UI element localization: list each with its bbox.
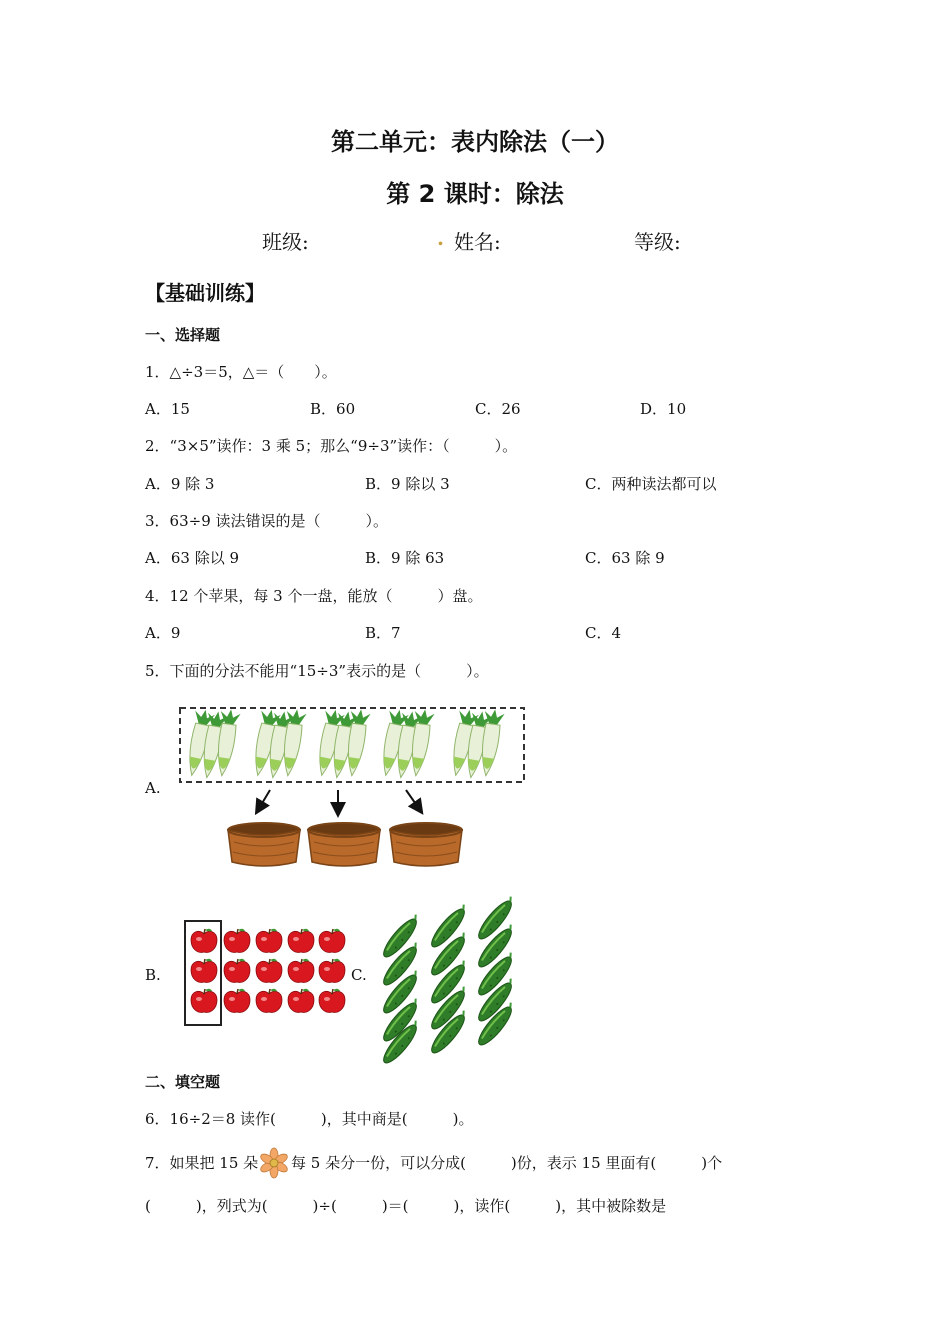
question-1: 1．△÷3＝5，△＝（ ）。 [145,363,337,381]
radish-icon [312,708,371,780]
basket-icon [308,823,380,866]
q4-option-a: A．9 [145,624,181,642]
q4-option-c: C．4 [585,624,622,642]
apple-illustration [183,918,353,1030]
radish-basket-illustration [170,702,540,882]
separator-dot: . [437,226,444,250]
page-title: 第二单元：表内除法（一） [331,128,619,156]
q1-option-b: B．60 [310,400,356,418]
basket-icon [390,823,462,866]
question-4: 4．12 个苹果，每 3 个一盘，能放（ ）盘。 [145,587,483,605]
flower-icon [259,1148,289,1178]
q3-option-a: A．63 除以 9 [145,549,239,567]
question-7-continued: 每 5 朵分一份，可以分成( )份，表示 15 里面有( )个 [291,1154,723,1172]
radish-icon [446,708,505,780]
q5-option-c-label: C. [351,966,367,984]
section-basic-training: 【基础训练】 [145,281,265,305]
question-7-start: 7．如果把 15 朵 [145,1154,259,1172]
question-7-line2: ( )，列式为( )÷( )＝( )，读作( )，其中被除数是 [145,1197,667,1215]
question-2: 2．“3×5”读作：3 乘 5；那么“9÷3”读作：（ ）。 [145,437,518,455]
q1-option-d: D．10 [640,400,687,418]
q2-option-b: B．9 除以 3 [365,475,450,493]
apple-icon [191,929,345,1013]
part1-heading: 一、选择题 [145,326,221,344]
arrow-down-icon [406,790,420,810]
cucumber-illustration [375,898,525,1058]
class-label: 班级: [262,230,309,254]
radish-icon [376,708,435,780]
q1-option-a: A．15 [145,400,190,418]
q3-option-b: B．9 除 63 [365,549,445,567]
part2-heading: 二、填空题 [145,1073,221,1091]
lesson-subtitle: 第 2 课时：除法 [386,180,564,208]
question-5: 5．下面的分法不能用“15÷3”表示的是（ ）。 [145,662,489,680]
name-label: 姓名: [454,230,501,254]
q3-option-c: C．63 除 9 [585,549,665,567]
question-6: 6．16÷2＝8 读作( )，其中商是( )。 [145,1110,474,1128]
cucumber-icon [379,894,518,1067]
radish-icon [182,708,241,780]
q1-option-c: C．26 [475,400,521,418]
q2-option-a: A．9 除 3 [145,475,215,493]
question-3: 3．63÷9 读法错误的是（ ）。 [145,512,389,530]
radish-icon [248,708,307,780]
arrow-down-icon [258,790,270,810]
q5-option-a-label: A. [145,779,161,797]
q5-option-b-label: B. [145,966,161,984]
q4-option-b: B．7 [365,624,401,642]
basket-icon [228,823,300,866]
q2-option-c: C．两种读法都可以 [585,475,717,493]
grade-label: 等级: [634,230,681,254]
